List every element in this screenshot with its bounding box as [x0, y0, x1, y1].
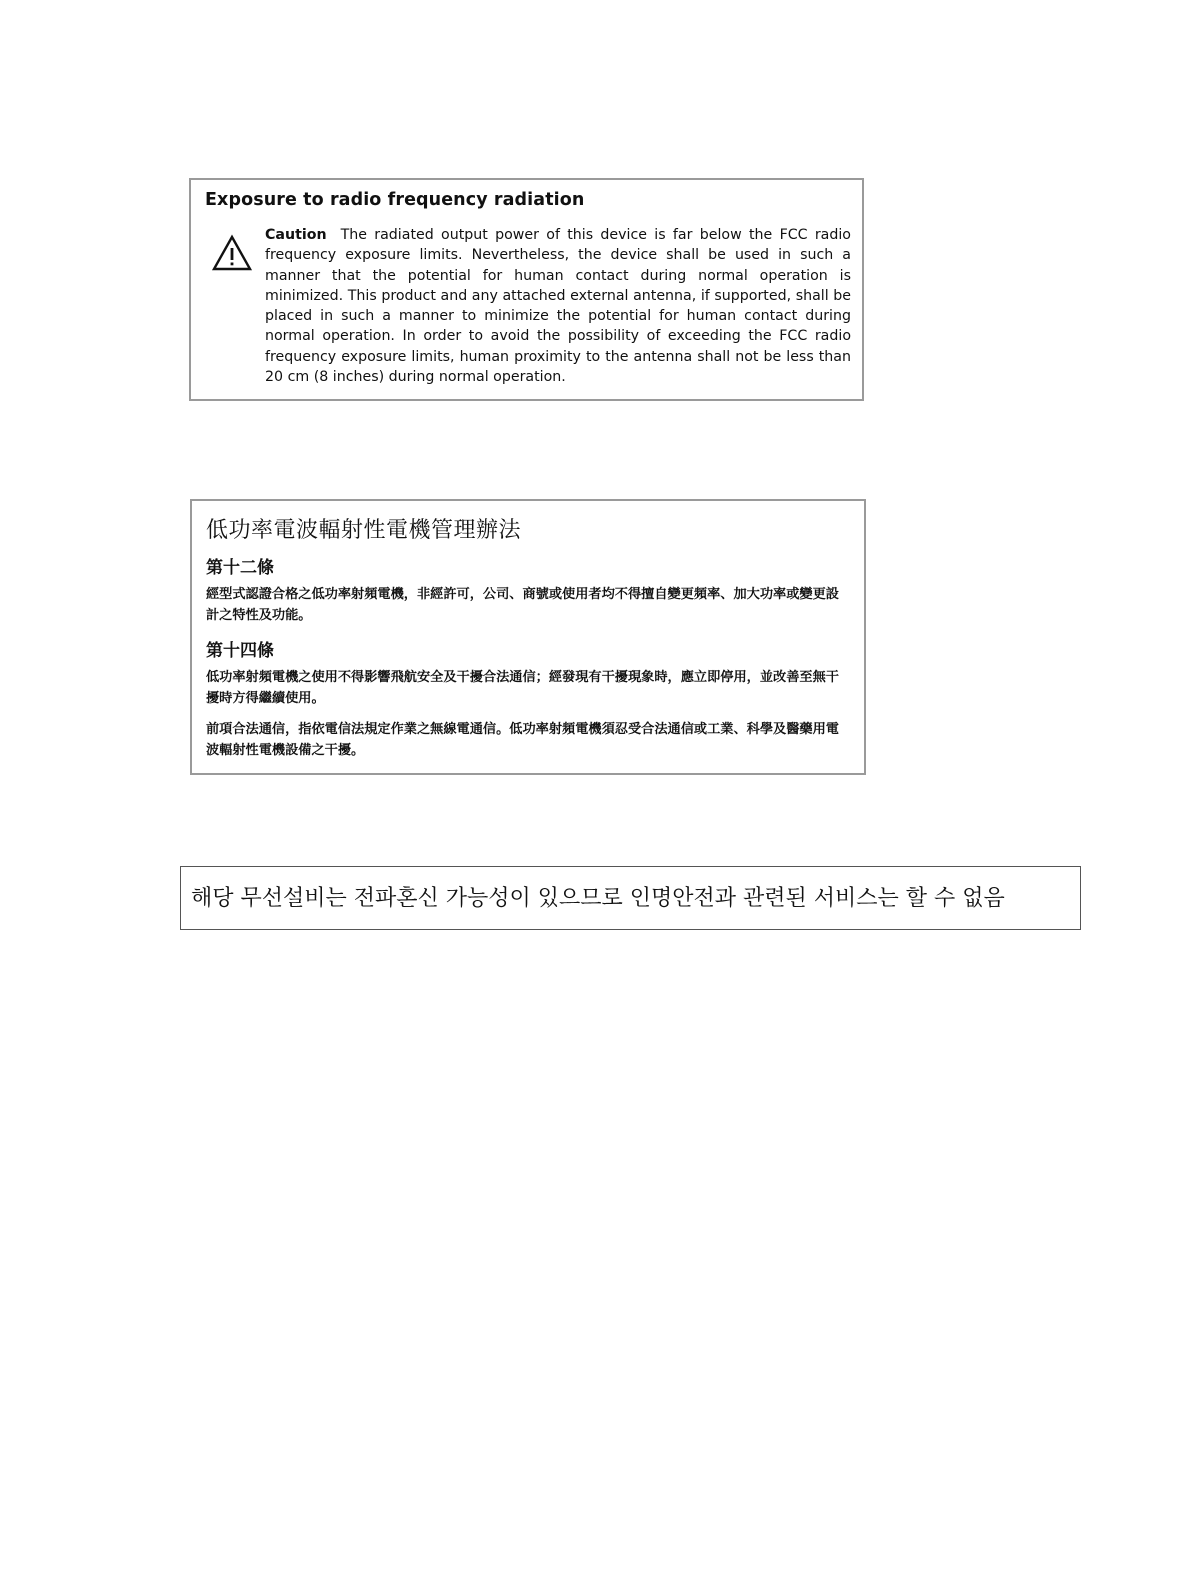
article-14-text-1: 低功率射頻電機之使用不得影響飛航安全及干擾合法通信；經發現有干擾現象時，應立即停用，並改善至無干擾時方得繼續使用。	[206, 670, 839, 706]
caution-label: Caution	[265, 227, 327, 243]
caution-paragraph	[265, 225, 851, 387]
caution-text: The radiated output power of this device is far below the FCC radio frequency exposure limits. Nevertheless, the device shall be used in such a manner that the potential for human contact during normal operation is minimized. This product and any attached external antenna, if supported, shall be placed in such a manner to minimize the potential for human contact during normal operation. In order to avoid the possibility of exceeding the FCC radio frequency exposure limits, human proximity to the antenna shall not be less than 20 cm (8 inches) during normal operation.	[265, 227, 851, 386]
article-14-text-2: 前項合法通信，指依電信法規定作業之無線電通信。低功率射頻電機須忍受合法通信或工業、科學及醫藥用電波輻射性電機設備之干擾。	[206, 722, 839, 758]
article-14-heading: 第十四條	[206, 641, 274, 661]
rf-exposure-title: Exposure to radio frequency radiation	[205, 190, 585, 210]
article-12-text: 經型式認證合格之低功率射頻電機，非經許可，公司、商號或使用者均不得擅自變更頻率、加大功率或變更設計之特性及功能。	[206, 587, 839, 623]
ncc-title: 低功率電波輻射性電機管理辦法	[206, 518, 522, 543]
korea-notice	[180, 866, 1081, 930]
taiwan-ncc-notice	[190, 499, 866, 775]
rf-exposure-notice	[189, 178, 864, 401]
korea-notice-text: 해당 무선설비는 전파혼신 가능성이 있으므로 인명안전과 관련된 서비스는 할 수 없음	[191, 886, 1005, 911]
article-12-heading: 第十二條	[206, 558, 274, 578]
warning-triangle-icon	[211, 234, 253, 272]
